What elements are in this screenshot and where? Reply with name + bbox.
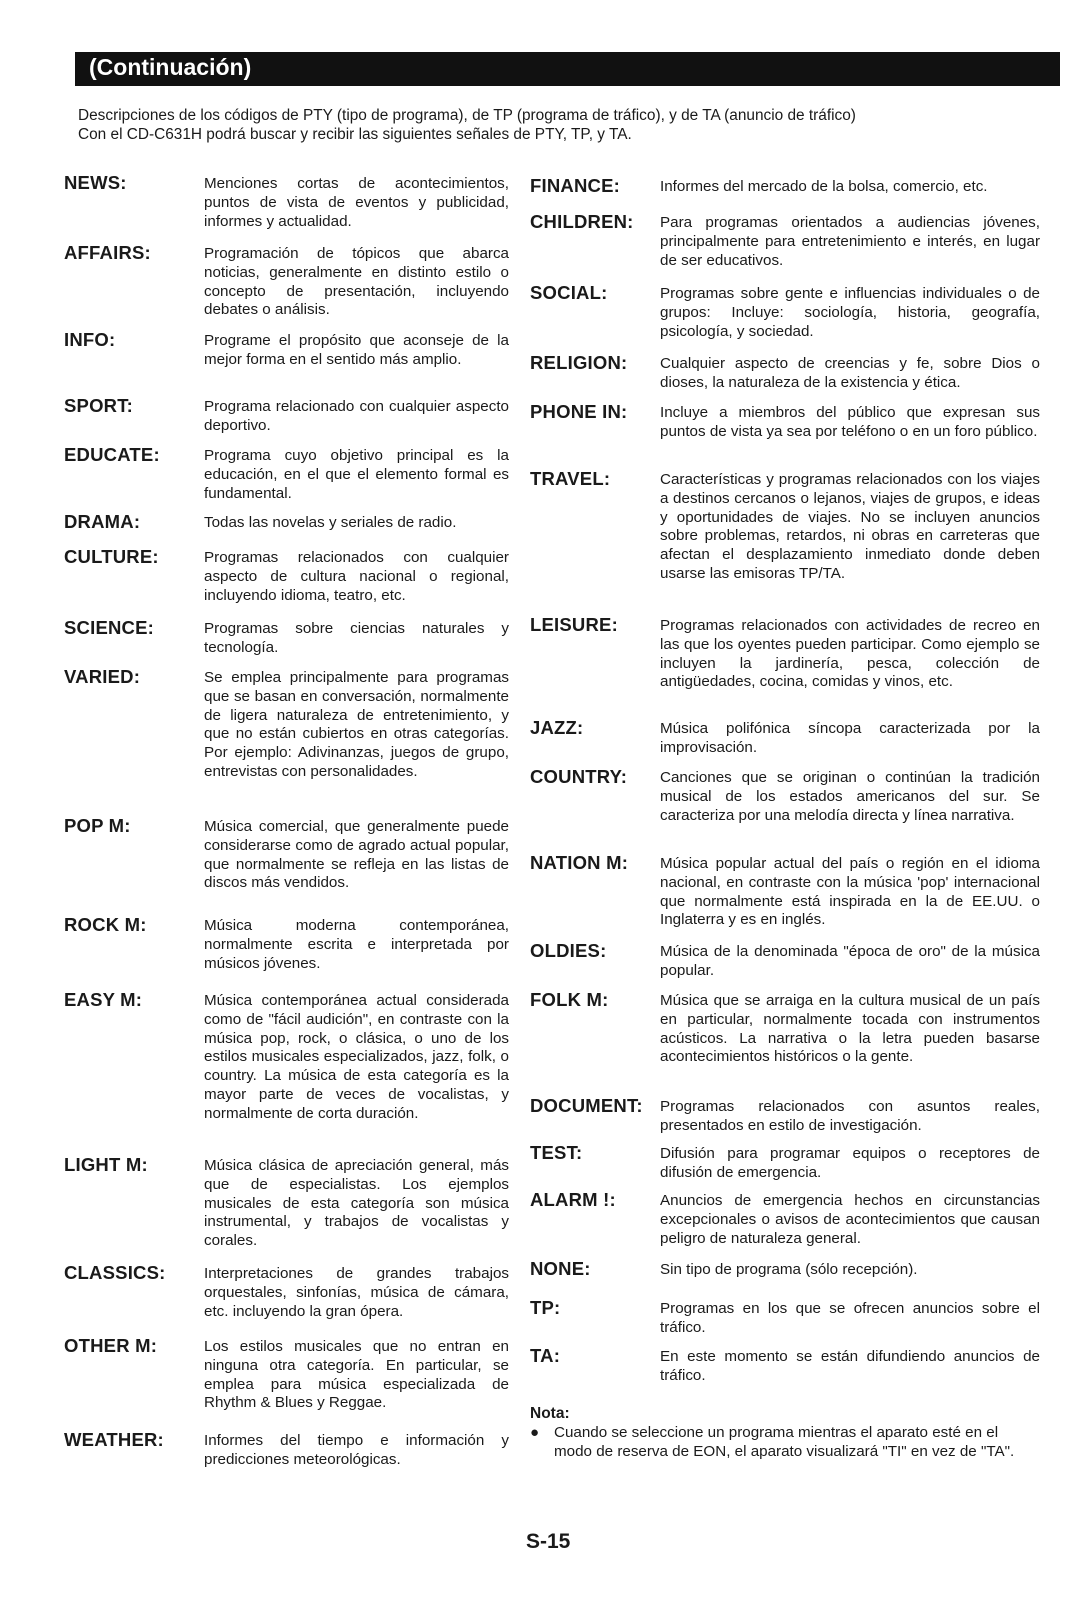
pty-code: ALARM !: bbox=[530, 1189, 616, 1210]
pty-entry bbox=[64, 243, 509, 320]
pty-code: LEISURE: bbox=[530, 614, 618, 635]
pty-code: DOCUMENT: bbox=[530, 1095, 643, 1116]
pty-description: Programas relacionados con cualquier aspecto de cultura nacional o regional, incluyendo idioma, teatro, etc. bbox=[204, 549, 509, 604]
page-number: S-15 bbox=[526, 1530, 571, 1553]
intro-line-1: Descripciones de los códigos de PTY (tipo de programa), de TP (programa de tráfico), y de TA (anuncio de tráfico) bbox=[78, 107, 856, 124]
pty-entry bbox=[530, 853, 1040, 930]
pty-code: TRAVEL: bbox=[530, 468, 611, 489]
pty-entry bbox=[64, 816, 509, 893]
pty-entry bbox=[64, 445, 509, 503]
pty-description: Música polifónica síncopa caracterizada por la improvisación. bbox=[660, 720, 1040, 756]
pty-entry bbox=[530, 176, 1040, 197]
pty-description: Anuncios de emergencia hechos en circunstancias excepcionales o avisos de acontecimientos que causan peligro de naturaleza general. bbox=[660, 1192, 1040, 1247]
pty-entry bbox=[64, 1336, 509, 1413]
pty-code: NATION M: bbox=[530, 852, 629, 873]
pty-code: EDUCATE: bbox=[64, 444, 160, 465]
pty-code: FINANCE: bbox=[530, 175, 620, 196]
pty-description: Música contemporánea actual considerada como de "fácil audición", en contraste con la música pop, rock, o clásica, o uno de los estilos musicales especializados, jazz, folk, o country. La música de esta categoría es la mayor parte de veces de vocalistas, y normalmente de corta duración. bbox=[204, 992, 509, 1122]
pty-description: Programas en los que se ofrecen anuncios sobre el tráfico. bbox=[660, 1300, 1040, 1336]
pty-entry bbox=[530, 1143, 1040, 1183]
pty-entry bbox=[64, 1263, 509, 1321]
pty-description: Canciones que se originan o continúan la tradición musical de los estados americanos del sur. Se caracteriza por una melodía directa y línea narrativa. bbox=[660, 769, 1040, 824]
pty-description: Características y programas relacionados con los viajes a destinos cercanos o lejanos, viajes de grupos, e ideas y oportunidades de viajes. No se incluyen anuncios sobre problemas, retardos, ni obras en carreteras que afectan el desplazamiento inmediato donde deben usarse las emisoras TP/TA. bbox=[660, 471, 1040, 582]
pty-description: Todas las novelas y seriales de radio. bbox=[204, 514, 457, 531]
pty-description: Para programas orientados a audiencias jóvenes, principalmente para entretenimiento e interés, en lugar de ser educativos. bbox=[660, 214, 1040, 269]
pty-code: RELIGION: bbox=[530, 352, 628, 373]
pty-description: En este momento se están difundiendo anuncios de tráfico. bbox=[660, 1348, 1040, 1384]
note-item bbox=[530, 1424, 1040, 1462]
pty-description: Música popular actual del país o región en el idioma nacional, en contraste con la música 'pop' internacional que normalmente está inspirada en la de EE.UU. o Inglaterra y es en inglés. bbox=[660, 855, 1040, 929]
pty-entry bbox=[530, 402, 1040, 442]
pty-entry bbox=[64, 915, 509, 973]
pty-code: INFO: bbox=[64, 329, 116, 350]
pty-entry bbox=[64, 512, 509, 533]
pty-entry bbox=[64, 547, 509, 605]
intro-line-2: Con el CD-C631H podrá buscar y recibir las siguientes señales de PTY, TP, y TA. bbox=[78, 126, 632, 143]
pty-code: OLDIES: bbox=[530, 940, 607, 961]
pty-entry bbox=[64, 990, 509, 1124]
pty-entry bbox=[530, 353, 1040, 393]
pty-entry bbox=[530, 941, 1040, 981]
pty-description: Programa cuyo objetivo principal es la educación, en el que el elemento formal es fundamental. bbox=[204, 447, 509, 502]
pty-code: TA: bbox=[530, 1345, 561, 1366]
pty-code: FOLK M: bbox=[530, 989, 609, 1010]
pty-code: DRAMA: bbox=[64, 511, 141, 532]
pty-description: Difusión para programar equipos o receptores de difusión de emergencia. bbox=[660, 1145, 1040, 1181]
pty-code: WEATHER: bbox=[64, 1429, 164, 1450]
pty-entry bbox=[64, 1430, 509, 1470]
pty-description: Programación de tópicos que abarca noticias, generalmente en distinto estilo o concepto de presentación, incluyendo debates o análisis. bbox=[204, 245, 509, 319]
pty-description: Música moderna contemporánea, normalmente escrita e interpretada por músicos jóvenes. bbox=[204, 917, 509, 972]
pty-code: EASY M: bbox=[64, 989, 143, 1010]
pty-entry bbox=[64, 667, 509, 782]
section-header-bar bbox=[75, 52, 1060, 86]
pty-code: TEST: bbox=[530, 1142, 583, 1163]
section-title: (Continuación) bbox=[89, 54, 252, 80]
pty-code: SOCIAL: bbox=[530, 282, 608, 303]
pty-entry bbox=[64, 173, 509, 231]
pty-code: AFFAIRS: bbox=[64, 242, 151, 263]
pty-code: POP M: bbox=[64, 815, 131, 836]
pty-description: Se emplea principalmente para programas que se basan en conversación, normalmente de ligera naturaleza de entretenimiento, y que no están cubiertos en otras categorías. Por ejemplo: Adivinanzas, juegos de grupo, entrevistas con personalidades. bbox=[204, 669, 509, 780]
pty-code: JAZZ: bbox=[530, 717, 584, 738]
pty-code: NONE: bbox=[530, 1258, 591, 1279]
pty-entry bbox=[530, 767, 1040, 825]
pty-description: Programa relacionado con cualquier aspecto deportivo. bbox=[204, 398, 509, 434]
pty-code: SPORT: bbox=[64, 395, 134, 416]
pty-entry bbox=[530, 1298, 1040, 1338]
pty-code: COUNTRY: bbox=[530, 766, 628, 787]
pty-code: VARIED: bbox=[64, 666, 141, 687]
pty-description: Música de la denominada "época de oro" de la música popular. bbox=[660, 943, 1040, 979]
pty-entry bbox=[64, 330, 509, 370]
pty-entry bbox=[530, 469, 1040, 584]
pty-entry bbox=[64, 618, 509, 658]
pty-description: Programe el propósito que aconseje de la mejor forma en el sentido más amplio. bbox=[204, 332, 509, 368]
pty-description: Programas sobre gente e influencias individuales o de grupos: Incluye: sociología, historia, geografía, psicología, y sociedad. bbox=[660, 285, 1040, 340]
pty-description: Música clásica de apreciación general, más que de especialistas. Los ejemplos musicales de esta categoría son música instrumental, y trabajos de vocalistas y corales. bbox=[204, 1157, 509, 1250]
pty-entry bbox=[530, 283, 1040, 341]
pty-entry bbox=[530, 1259, 1040, 1280]
pty-entry bbox=[530, 615, 1040, 692]
pty-description: Interpretaciones de grandes trabajos orquestales, sinfonías, música de cámara, etc. incluyendo la gran ópera. bbox=[204, 1265, 509, 1320]
note-title: Nota: bbox=[530, 1405, 570, 1422]
pty-description: Informes del mercado de la bolsa, comercio, etc. bbox=[660, 178, 988, 195]
pty-description: Programas sobre ciencias naturales y tecnología. bbox=[204, 620, 509, 656]
note-text: Cuando se seleccione un programa mientras el aparato esté en el modo de reserva de EON, el aparato visualizará "TI" en vez de "TA". bbox=[554, 1424, 1015, 1460]
pty-entry bbox=[530, 718, 1040, 758]
pty-code: LIGHT M: bbox=[64, 1154, 148, 1175]
pty-entry bbox=[64, 1155, 509, 1251]
pty-description: Programas relacionados con asuntos reales, presentados en estilo de investigación. bbox=[660, 1098, 1040, 1134]
pty-description: Incluye a miembros del público que expresan sus puntos de vista ya sea por teléfono o en un foro público. bbox=[660, 404, 1040, 440]
pty-code: PHONE IN: bbox=[530, 401, 628, 422]
pty-description: Los estilos musicales que no entran en ninguna otra categoría. En particular, se emplea para música especializada de Rhythm & Blues y Reggae. bbox=[204, 1338, 509, 1412]
pty-description: Informes del tiempo e información y predicciones meteorológicas. bbox=[204, 1432, 509, 1468]
pty-description: Música que se arraiga en la cultura musical de un país en particular, normalmente tocada con instrumentos acústicos. La narrativa o la letra pueden basarse acontecimientos históricos o la gente. bbox=[660, 992, 1040, 1066]
pty-code: CULTURE: bbox=[64, 546, 159, 567]
pty-code: CLASSICS: bbox=[64, 1262, 166, 1283]
pty-entry bbox=[530, 1346, 1040, 1386]
pty-entry bbox=[530, 212, 1040, 270]
pty-entry bbox=[530, 1190, 1040, 1248]
pty-description: Cualquier aspecto de creencias y fe, sobre Dios o dioses, la naturaleza de la existencia y ética. bbox=[660, 355, 1040, 391]
pty-code: TP: bbox=[530, 1297, 561, 1318]
pty-entry bbox=[530, 990, 1040, 1067]
bullet-icon: ● bbox=[530, 1424, 540, 1441]
pty-code: OTHER M: bbox=[64, 1335, 158, 1356]
pty-code: SCIENCE: bbox=[64, 617, 154, 638]
pty-code: ROCK M: bbox=[64, 914, 147, 935]
pty-entry bbox=[64, 396, 509, 436]
pty-code: NEWS: bbox=[64, 172, 127, 193]
pty-entry bbox=[530, 1096, 1040, 1136]
pty-description: Sin tipo de programa (sólo recepción). bbox=[660, 1261, 918, 1278]
pty-description: Programas relacionados con actividades de recreo en las que los oyentes pueden participar. Como ejemplo se incluyen la jardinería, pesca, colección de antigüedades, cocina, comidas y vinos, etc. bbox=[660, 617, 1040, 691]
pty-description: Menciones cortas de acontecimientos, puntos de vista de eventos y publicidad, informes y actualidad. bbox=[204, 175, 509, 230]
intro-text bbox=[78, 106, 1058, 144]
pty-description: Música comercial, que generalmente puede considerarse como de agrado actual popular, que normalmente se refleja en las listas de discos más vendidos. bbox=[204, 818, 509, 892]
pty-code: CHILDREN: bbox=[530, 211, 634, 232]
